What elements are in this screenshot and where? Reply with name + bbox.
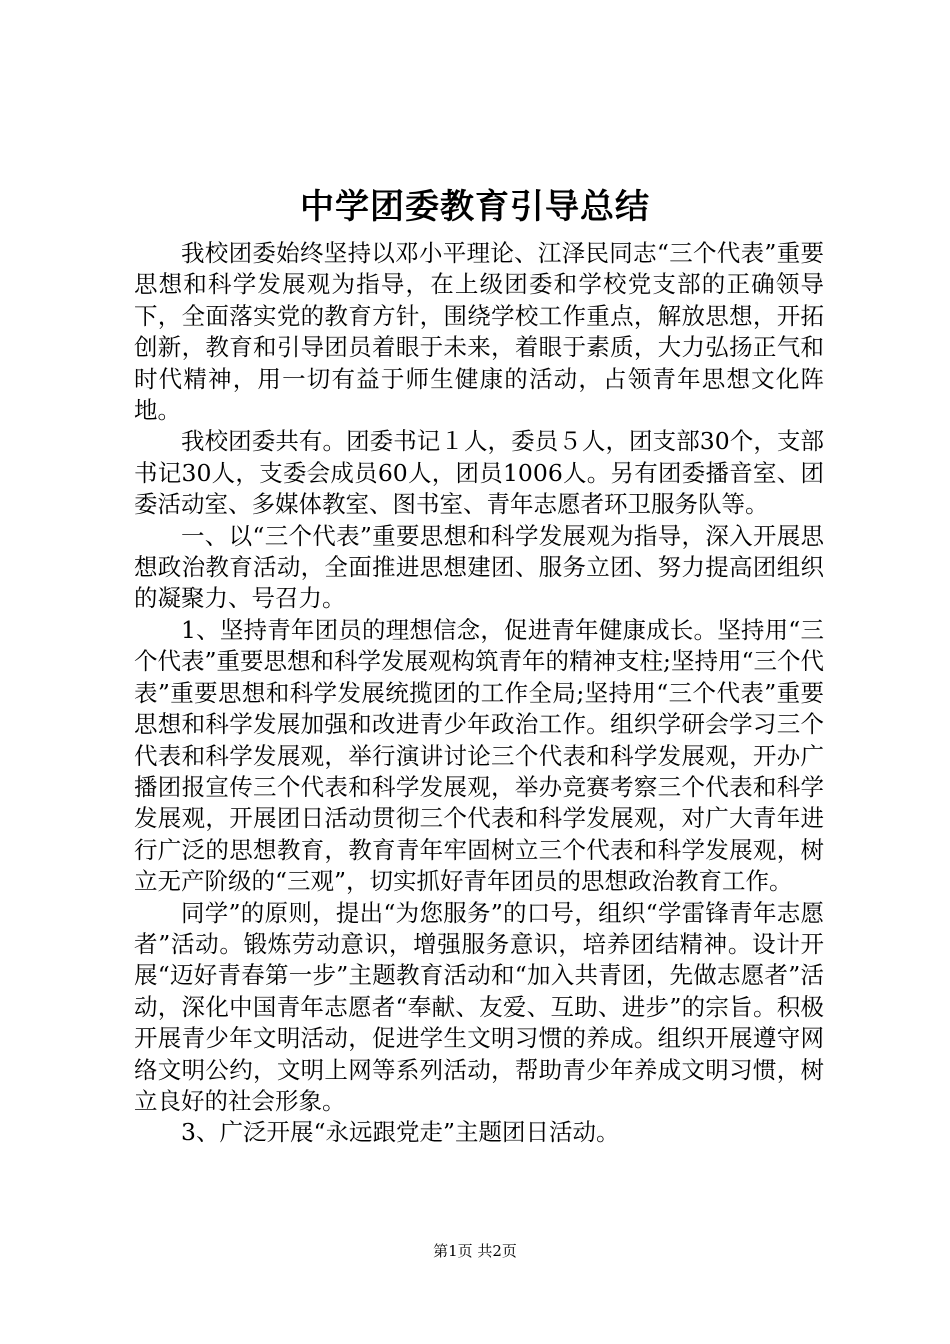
paragraph-volunteer: 同学”的原则，提出“为您服务”的口号，组织“学雷锋青年志愿者”活动。锻炼劳动意识，增强服务意识，培养团结精神。设计开展“迈好青春第一步”主题教育活动和“加入共青团，先做志愿者”活动，深化中国青年志愿者“奉献、友爱、互助、进步”的宗旨。积极开展青少年文明活动，促进学生文明习惯的养成。组织开展遵守网络文明公约，文明上网等系列活动，帮助青少年养成文明习惯，树立良好的社会形象。 [134, 898, 824, 1115]
page-number-footer: 第1页 共2页 [433, 1242, 517, 1260]
paragraph-organization: 我校团委共有。团委书记１人，委员５人，团支部30个，支部书记30人，支委会成员60人，团员1006人。另有团委播音室、团委活动室、多媒体教室、图书室、青年志愿者环卫服务队等。 [134, 427, 824, 519]
paragraph-item-three: 3、广泛开展“永远跟党走”主题团日活动。 [181, 1118, 620, 1147]
paragraph-item-one: 1、坚持青年团员的理想信念，促进青年健康成长。坚持用“三个代表”重要思想和科学发展观构筑青年的精神支柱;坚持用“三个代表”重要思想和科学发展统揽团的工作全局;坚持用“三个代表”重要思想和科学发展加强和改进青少年政治工作。组织学研会学习三个代表和科学发展观，举行演讲讨论三个代表和科学发展观，开办广播团报宣传三个代表和科学发展观，举办竞赛考察三个代表和科学发展观，开展团日活动贯彻三个代表和科学发展观，对广大青年进行广泛的思想教育，教育青年牢固树立三个代表和科学发展观，树立无产阶级的“三观”，切实抓好青年团员的思想政治教育工作。 [134, 615, 824, 896]
paragraph-intro: 我校团委始终坚持以邓小平理论、江泽民同志“三个代表”重要思想和科学发展观为指导，在上级团委和学校党支部的正确领导下，全面落实党的教育方针，围绕学校工作重点，解放思想，开拓创新，教育和引导团员着眼于未来，着眼于素质，大力弘扬正气和时代精神，用一切有益于师生健康的活动，占领青年思想文化阵地。 [134, 239, 824, 425]
document-title: 中学团委教育引导总结 [300, 187, 650, 227]
paragraph-section-one: 一、以“三个代表”重要思想和科学发展观为指导，深入开展思想政治教育活动，全面推进思想建团、服务立团、努力提高团组织的凝聚力、号召力。 [134, 521, 824, 613]
document-body [134, 238, 824, 1149]
